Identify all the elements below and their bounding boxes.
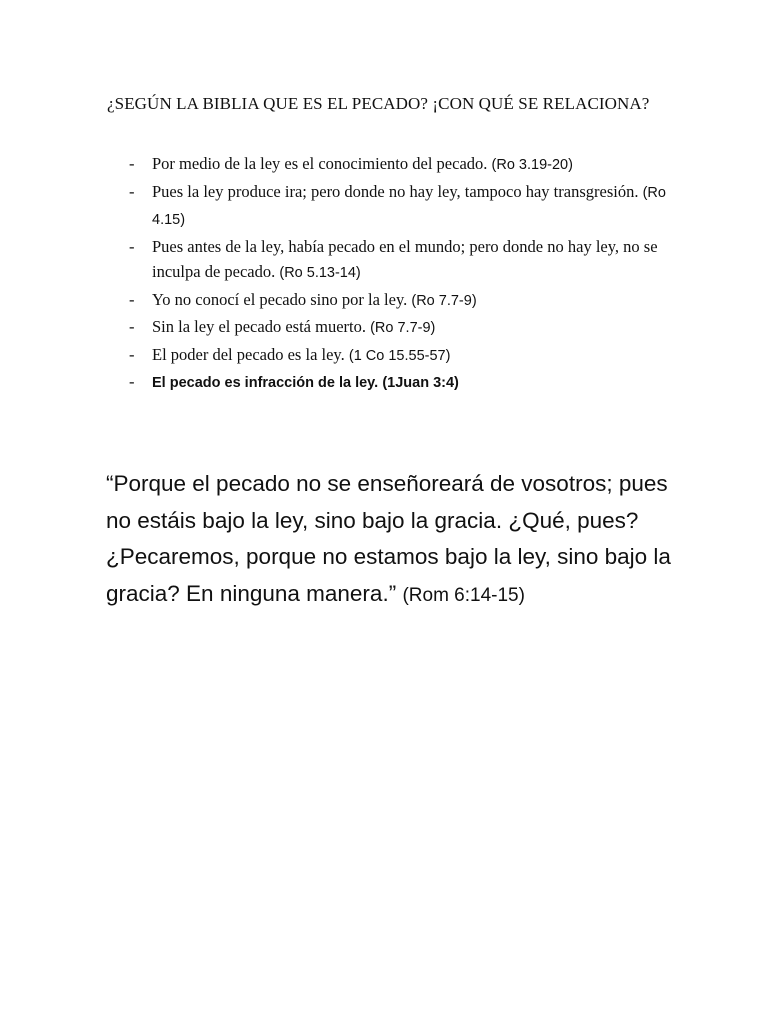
list-item [0, 342, 672, 370]
list-item-reference: (Ro 7.7-9) [370, 320, 436, 336]
list-item-text: El poder del pecado es la ley. [152, 344, 345, 364]
list-item-reference: (Ro 3.19-20) [491, 157, 573, 173]
list-dash: - [129, 154, 135, 173]
quote-reference: (Rom 6:14-15) [402, 584, 525, 606]
list-item [0, 151, 672, 179]
verse-list [0, 151, 768, 397]
list-item [0, 314, 672, 342]
list-dash: - [129, 317, 135, 336]
list-item [0, 179, 672, 234]
list-item-text: Pues la ley produce ira; pero donde no hay ley, tampoco hay transgresión. [152, 181, 639, 201]
list-item [0, 287, 672, 315]
list-item-text: El pecado es infracción de la ley. [152, 375, 379, 391]
list-item-reference: (1Juan 3:4) [382, 375, 459, 391]
list-dash: - [129, 344, 135, 364]
list-item-reference: (Ro 5.13-14) [279, 265, 361, 281]
list-dash: - [129, 372, 135, 391]
page-title: ¿SEGÚN LA BIBLIA QUE ES EL PECADO? ¡CON QUÉ SE RELACIONA? [107, 94, 650, 113]
list-item-reference: (1 Co 15.55-57) [348, 347, 451, 364]
quote-text: “Porque el pecado no se enseñoreará de vosotros; pues no estáis bajo la ley, sino bajo la gracia. ¿Qué, pues? ¿Pecaremos, porque no estamos bajo la ley, sino bajo la gracia? En ninguna manera.” [106, 471, 671, 606]
list-item-text: Yo no conocí el pecado sino por la ley. [152, 289, 408, 309]
list-item [0, 234, 672, 287]
list-item-text: Por medio de la ley es el conocimiento del pecado. [152, 154, 488, 173]
list-dash: - [129, 289, 135, 309]
bible-quote [106, 466, 686, 614]
list-dash: - [129, 181, 135, 201]
list-dash: - [129, 236, 135, 256]
list-item-text: Pues antes de la ley, había pecado en el mundo; pero donde no hay ley, no se inculpa de pecado. [152, 236, 658, 281]
list-item-reference: (Ro 4.15) [152, 184, 666, 228]
list-item [0, 369, 672, 397]
list-item-reference: (Ro 7.7-9) [411, 292, 477, 309]
list-item-text: Sin la ley el pecado está muerto. [152, 317, 366, 336]
